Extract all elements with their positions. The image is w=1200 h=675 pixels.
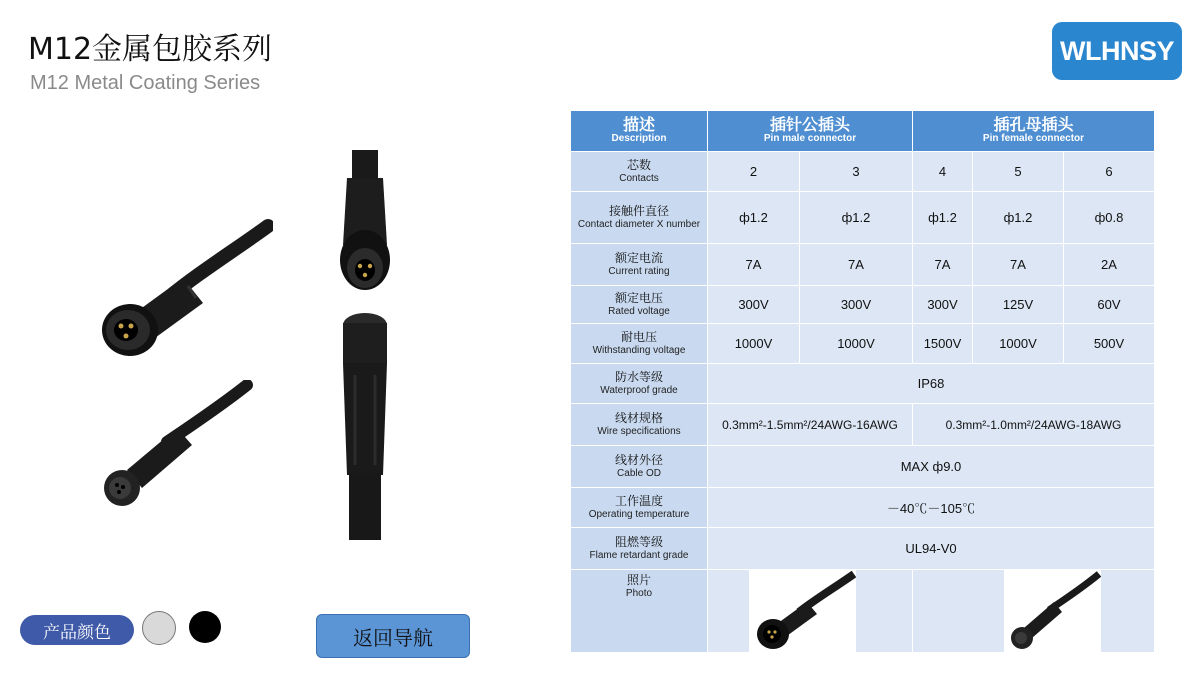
cell-value: －40℃－105℃	[708, 488, 1155, 528]
table-row	[571, 528, 1155, 570]
label-en: Contacts	[619, 172, 659, 184]
row-label-contacts	[571, 152, 708, 192]
cell-value: ф1.2	[800, 192, 913, 244]
cell-value: MAX ф9.0	[708, 446, 1155, 488]
cell-value: 3	[800, 152, 913, 192]
cell-value: 1500V	[913, 324, 973, 364]
label-cn: 防水等级	[614, 369, 663, 384]
row-label-flame	[571, 528, 708, 570]
back-to-navigation-button[interactable]: 返回导航	[316, 614, 470, 658]
row-label-withstand	[571, 324, 708, 364]
cell-value: 1000V	[800, 324, 913, 364]
page-title: M12金属包胶系列	[28, 32, 273, 67]
label-en: Flame retardant grade	[589, 549, 689, 561]
cell-value: 300V	[708, 286, 800, 324]
cell-value: 300V	[800, 286, 913, 324]
cell-value: 7A	[800, 244, 913, 286]
row-label-voltage	[571, 286, 708, 324]
header-description	[571, 111, 708, 152]
label-cn: 线材外径	[614, 452, 663, 467]
row-label-photo	[571, 570, 708, 653]
label-en: Photo	[625, 587, 653, 599]
label-cn: 耐电压	[620, 329, 657, 344]
cell-value: 5	[973, 152, 1064, 192]
cell-value: 60V	[1064, 286, 1155, 324]
female-connector-photo	[92, 380, 257, 510]
label-en: Waterproof grade	[600, 384, 678, 396]
row-label-wire	[571, 404, 708, 446]
table-row	[571, 192, 1155, 244]
header-male-cn: 插针公插头	[769, 115, 850, 135]
color-swatch-silver[interactable]	[142, 611, 176, 645]
label-cn: 额定电流	[614, 250, 663, 265]
label-cn: 照片	[626, 573, 651, 587]
cell-value: 1000V	[708, 324, 800, 364]
label-en: Contact diameter X number	[577, 218, 701, 230]
cell-value: UL94-V0	[708, 528, 1155, 570]
cell-value: 1000V	[973, 324, 1064, 364]
male-thumbnail-image	[749, 570, 856, 656]
male-connector-photo	[88, 218, 273, 378]
cell-value: 7A	[913, 244, 973, 286]
page-subtitle: M12 Metal Coating Series	[30, 72, 261, 94]
label-cn: 阻燃等级	[614, 534, 663, 549]
header-description-cn: 描述	[622, 115, 655, 135]
label-en: Withstanding voltage	[592, 344, 686, 356]
table-row	[571, 446, 1155, 488]
cell-value: 500V	[1064, 324, 1155, 364]
cell-value: 300V	[913, 286, 973, 324]
table-row	[571, 488, 1155, 528]
cell-value: 6	[1064, 152, 1155, 192]
table-row-photo	[571, 570, 1155, 653]
cell-value: 0.3mm²-1.0mm²/24AWG-18AWG	[913, 404, 1155, 446]
header-male-en: Pin male connector	[763, 133, 857, 145]
cell-value: ф1.2	[973, 192, 1064, 244]
male-connector-side-photo	[325, 150, 425, 300]
table-row	[571, 404, 1155, 446]
cell-value: ф1.2	[913, 192, 973, 244]
table-row	[571, 286, 1155, 324]
header-male	[708, 111, 913, 152]
table-row	[571, 152, 1155, 192]
cell-value: ф0.8	[1064, 192, 1155, 244]
table-row	[571, 324, 1155, 364]
label-cn: 工作温度	[614, 493, 663, 508]
cell-value: 7A	[708, 244, 800, 286]
label-cn: 芯数	[626, 157, 651, 172]
label-en: Rated voltage	[608, 305, 670, 317]
cell-value: 125V	[973, 286, 1064, 324]
table-row	[571, 364, 1155, 404]
male-photo-cell	[708, 570, 913, 653]
row-label-cable-od	[571, 446, 708, 488]
label-cn: 额定电压	[614, 290, 663, 305]
row-label-temperature	[571, 488, 708, 528]
cell-value: ф1.2	[708, 192, 800, 244]
row-label-diameter	[571, 192, 708, 244]
cell-value: IP68	[708, 364, 1155, 404]
female-connector-side-photo	[325, 305, 415, 540]
color-swatch-black[interactable]	[189, 611, 221, 643]
row-label-current	[571, 244, 708, 286]
cell-value: 4	[913, 152, 973, 192]
header-description-en: Description	[611, 133, 667, 145]
table-row	[571, 244, 1155, 286]
label-cn: 线材规格	[614, 410, 663, 425]
table-header-row	[571, 111, 1155, 152]
header-female-en: Pin female connector	[982, 133, 1085, 145]
label-en: Wire specifications	[597, 425, 681, 437]
label-en: Cable OD	[617, 467, 661, 479]
female-photo-cell	[913, 570, 1155, 653]
cell-value: 7A	[973, 244, 1064, 286]
cell-value: 2	[708, 152, 800, 192]
spec-table	[570, 110, 1155, 653]
header-female-cn: 插孔母插头	[993, 115, 1074, 135]
cell-value: 2A	[1064, 244, 1155, 286]
row-label-waterproof	[571, 364, 708, 404]
brand-logo: WLHNSY	[1052, 22, 1182, 80]
cell-value: 0.3mm²-1.5mm²/24AWG-16AWG	[708, 404, 913, 446]
header-female	[913, 111, 1155, 152]
female-thumbnail-image	[1004, 570, 1101, 656]
label-cn: 接触件直径	[608, 203, 669, 218]
product-color-label: 产品颜色	[20, 615, 134, 645]
label-en: Current rating	[608, 265, 670, 277]
label-en: Operating temperature	[588, 508, 690, 520]
